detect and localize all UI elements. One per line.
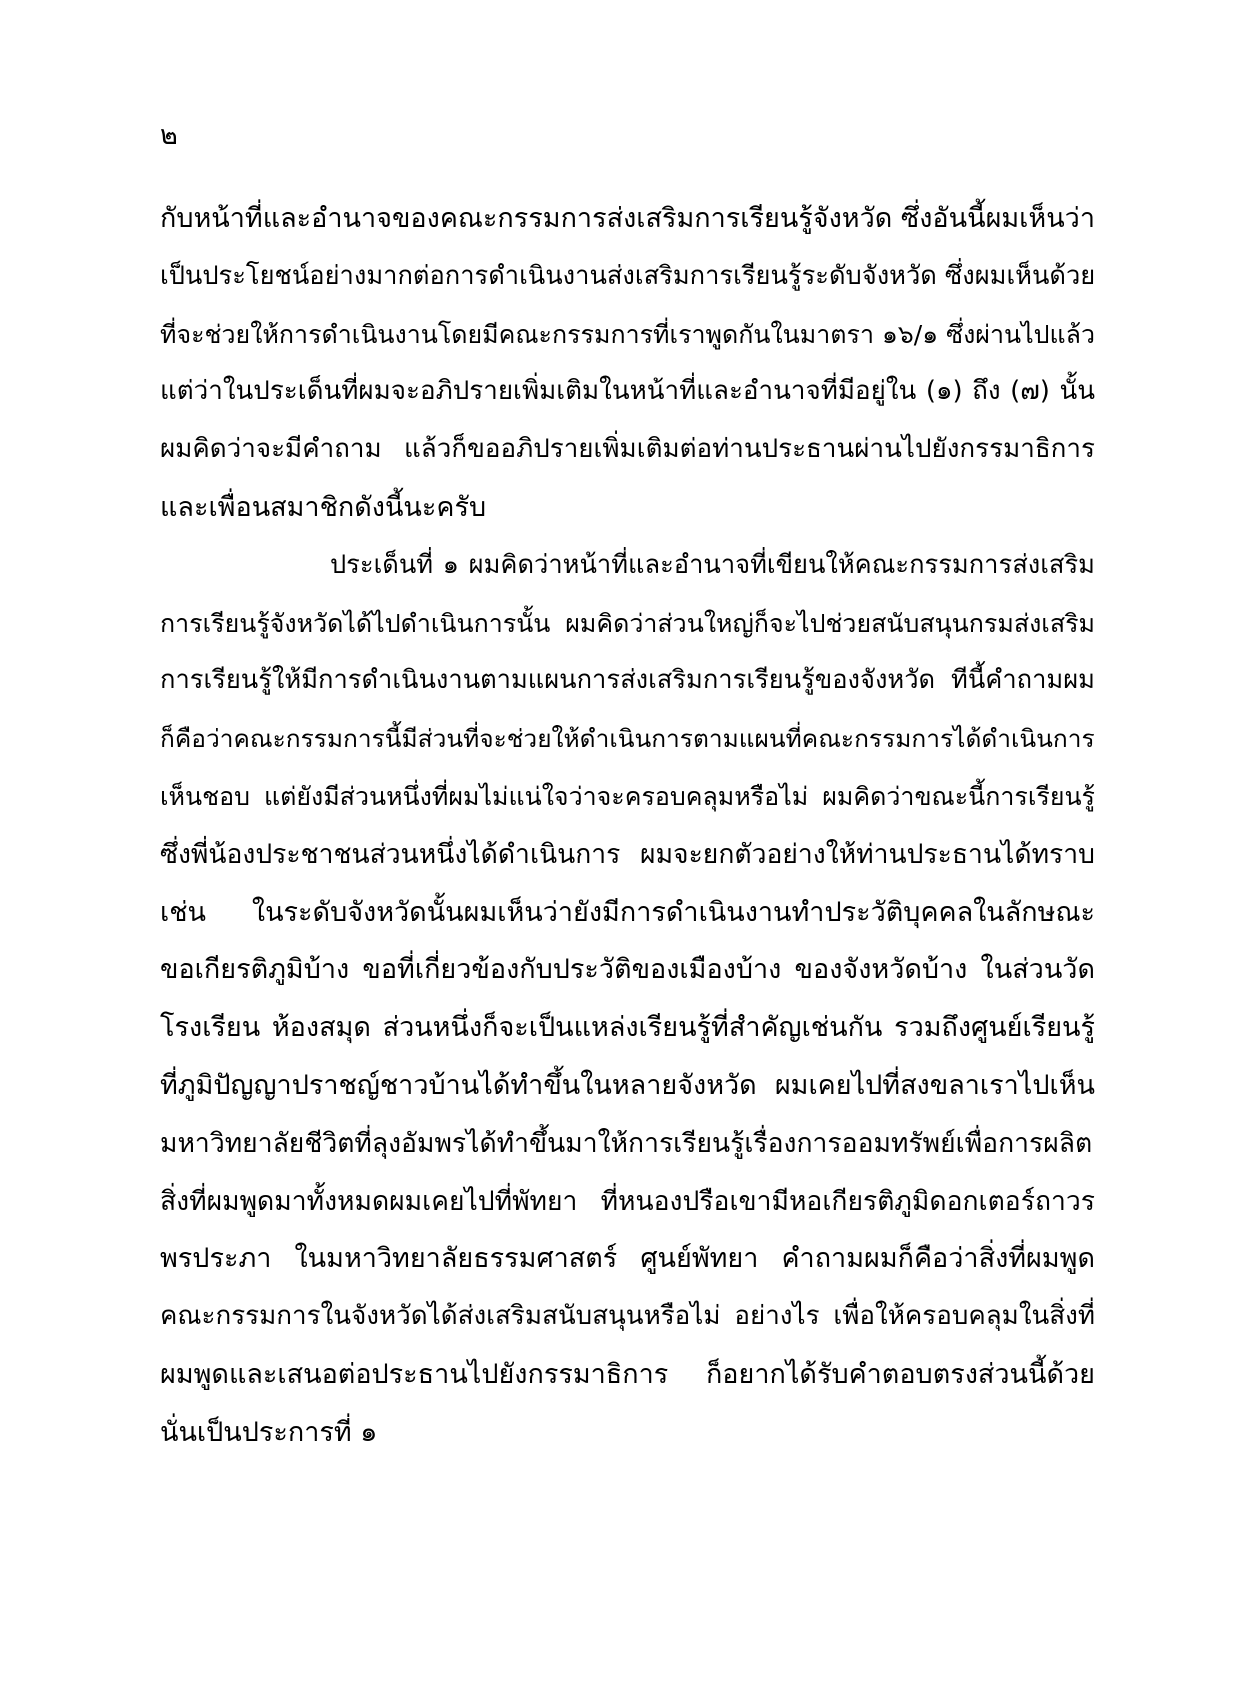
text-line: ผมพูดและเสนอต่อประธานไปยังกรรมาธิการ ก็อยากได้รับคำตอบตรงส่วนนี้ด้วย [160, 1358, 1095, 1390]
document-body [160, 190, 1095, 1462]
text-line: การเรียนรู้จังหวัดได้ไปดำเนินการนั้น ผมคิดว่าส่วนใหญ่ก็จะไปช่วยสนับสนุนกรมส่งเสริม [160, 608, 1095, 638]
text-line: ก็คือว่าคณะกรรมการนี้มีส่วนที่จะช่วยให้ดำเนินการตามแผนที่คณะกรรมการได้ดำเนินการ [160, 724, 1095, 754]
text-line: การเรียนรู้ให้มีการดำเนินงานตามแผนการส่งเสริมการเรียนรู้ของจังหวัด ทีนี้คำถามผม [160, 665, 1095, 696]
text-line: เช่น ในระดับจังหวัดนั้นผมเห็นว่ายังมีการดำเนินงานทำประวัติบุคคลในลักษณะ [160, 896, 1095, 928]
text-line: นั่นเป็นประการที่ ๑ [160, 1416, 378, 1448]
text-line: ที่จะช่วยให้การดำเนินงานโดยมีคณะกรรมการที่เราพูดกันในมาตรา ๑๖/๑ ซึ่งผ่านไปแล้ว [160, 319, 1095, 349]
text-line: แต่ว่าในประเด็นที่ผมจะอภิปรายเพิ่มเติมในหน้าที่และอำนาจที่มีอยู่ใน (๑) ถึง (๗) นั้น [160, 376, 1095, 407]
text-line: คณะกรรมการในจังหวัดได้ส่งเสริมสนับสนุนหรือไม่ อย่างไร เพื่อให้ครอบคลุมในสิ่งที่ [160, 1301, 1095, 1332]
paragraph-2 [160, 537, 1095, 1462]
text-line: สิ่งที่ผมพูดมาทั้งหมดผมเคยไปที่พัทยา ที่หนองปรือเขามีหอเกียรติภูมิดอกเตอร์ถาวร [160, 1185, 1095, 1217]
text-line: ผมคิดว่าจะมีคำถาม แล้วก็ขออภิปรายเพิ่มเติมต่อท่านประธานผ่านไปยังกรรมาธิการ [160, 434, 1095, 465]
text-line: เห็นชอบ แต่ยังมีส่วนหนึ่งที่ผมไม่แน่ใจว่าจะครอบคลุมหรือไม่ ผมคิดว่าขณะนี้การเรียนรู้ [160, 781, 1095, 811]
text-line: ซึ่งพี่น้องประชาชนส่วนหนึ่งได้ดำเนินการ ผมจะยกตัวอย่างให้ท่านประธานได้ทราบ [160, 838, 1095, 870]
text-line: ประเด็นที่ ๑ ผมคิดว่าหน้าที่และอำนาจที่เขียนให้คณะกรรมการส่งเสริม [330, 549, 1095, 580]
text-line: ที่ภูมิปัญญาปราชญ์ชาวบ้านได้ทำขึ้นในหลายจังหวัด ผมเคยไปที่สงขลาเราไปเห็น [160, 1069, 1095, 1101]
paragraph-1 [160, 190, 1095, 537]
text-line: และเพื่อนสมาชิกดังนี้นะครับ [160, 491, 487, 523]
text-line: มหาวิทยาลัยชีวิตที่ลุงอัมพรได้ทำขึ้นมาให้การเรียนรู้เรื่องการออมทรัพย์เพื่อการผลิต [160, 1127, 1093, 1159]
page-number: ๒ [160, 120, 178, 151]
text-line: โรงเรียน ห้องสมุด ส่วนหนึ่งก็จะเป็นแหล่งเรียนรู้ที่สำคัญเช่นกัน รวมถึงศูนย์เรียนรู้ [160, 1012, 1095, 1044]
text-line: กับหน้าที่และอำนาจของคณะกรรมการส่งเสริมการเรียนรู้จังหวัด ซึ่งอันนี้ผมเห็นว่า [160, 203, 1095, 234]
text-line: พรประภา ในมหาวิทยาลัยธรรมศาสตร์ ศูนย์พัทยา คำถามผมก็คือว่าสิ่งที่ผมพูด [160, 1243, 1095, 1275]
text-line: ขอเกียรติภูมิบ้าง ขอที่เกี่ยวข้องกับประวัติของเมืองบ้าง ของจังหวัดบ้าง ในส่วนวัด [160, 954, 1095, 986]
text-line: เป็นประโยชน์อย่างมากต่อการดำเนินงานส่งเสริมการเรียนรู้ระดับจังหวัด ซึ่งผมเห็นด้วย [160, 260, 1095, 291]
